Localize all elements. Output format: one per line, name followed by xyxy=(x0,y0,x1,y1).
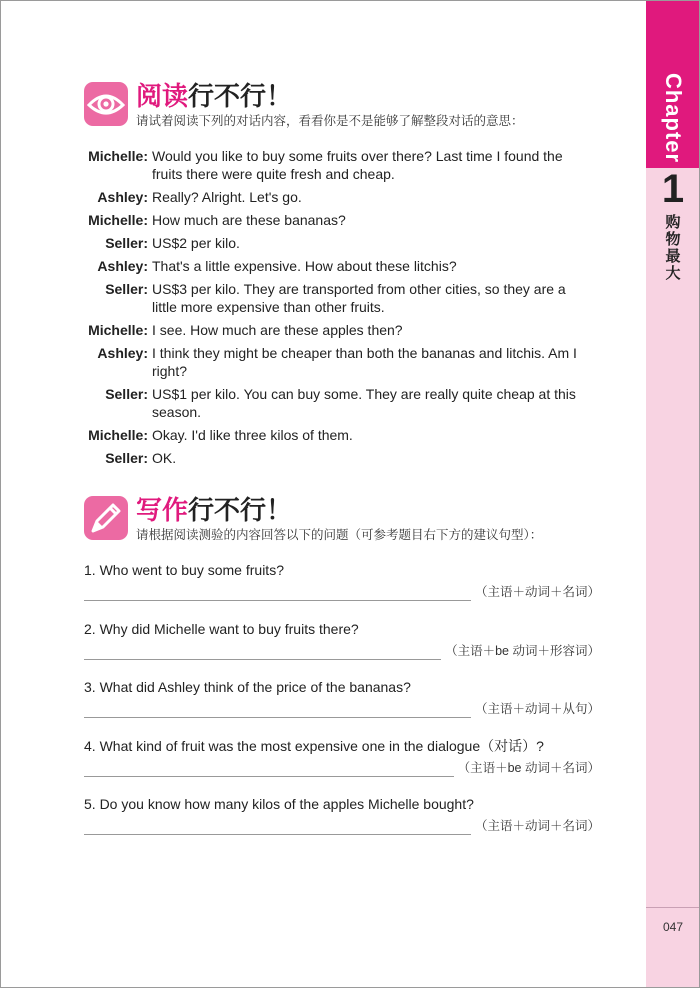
chapter-title-char: 最 xyxy=(665,248,681,265)
writing-title-accent: 写作 xyxy=(136,495,189,525)
question-item xyxy=(84,678,600,737)
answer-row xyxy=(84,759,600,777)
speaker: Seller: xyxy=(105,281,148,297)
utterance: Really? Alright. Let's go. xyxy=(152,189,302,205)
sentence-pattern-hint: （主语＋动词＋名词） xyxy=(474,819,600,833)
chapter-number: 1 xyxy=(661,167,685,211)
utterance: Okay. I'd like three kilos of them. xyxy=(152,427,353,443)
speaker: Ashley: xyxy=(97,258,148,274)
answer-line[interactable] xyxy=(84,643,441,660)
question-text: 4. What kind of fruit was the most expensive one in the dialogue（对话）? xyxy=(84,737,544,754)
speaker: Michelle: xyxy=(88,322,148,338)
writing-title-rest: 行不行！ xyxy=(188,495,293,525)
sentence-pattern-hint: （主语＋be 动词＋形容词） xyxy=(445,643,600,658)
question-text: 1. Who went to buy some fruits? xyxy=(84,562,284,578)
answer-line[interactable] xyxy=(84,818,471,835)
dialogue-line xyxy=(84,147,592,183)
reading-title-accent: 阅读 xyxy=(136,81,189,111)
speaker: Michelle: xyxy=(88,212,148,228)
utterance: US$2 per kilo. xyxy=(152,235,240,251)
dialogue-line xyxy=(84,280,592,316)
sentence-pattern-hint: （主语＋动词＋名词） xyxy=(474,585,600,599)
pen-icon xyxy=(84,496,128,540)
chapter-label: Chapter xyxy=(661,72,686,164)
question-item xyxy=(84,795,600,854)
utterance: How much are these bananas? xyxy=(152,212,346,228)
reading-title-rest: 行不行！ xyxy=(188,81,293,111)
writing-title xyxy=(136,494,292,526)
chapter-title xyxy=(646,214,700,282)
side-divider xyxy=(646,907,700,908)
answer-row xyxy=(84,700,600,718)
dialogue-line xyxy=(84,257,592,275)
speaker: Michelle: xyxy=(88,427,148,443)
answer-row xyxy=(84,583,600,601)
dialogue-line xyxy=(84,211,592,229)
utterance: Would you like to buy some fruits over there? Last time I found the fruits there were quite fresh and cheap. xyxy=(152,148,563,182)
question-item xyxy=(84,620,600,679)
speaker: Seller: xyxy=(105,450,148,466)
speaker: Ashley: xyxy=(97,345,148,361)
answer-row xyxy=(84,817,600,835)
speaker: Michelle: xyxy=(88,148,148,164)
dialogue-line xyxy=(84,234,592,252)
chapter-title-char: 物 xyxy=(665,231,681,248)
dialogue xyxy=(84,147,592,472)
reading-instructions: 请试着阅读下列的对话内容，看看你是不是能够了解整段对话的意思： xyxy=(136,114,524,128)
utterance: US$3 per kilo. They are transported from other cities, so they are a little more expensive than other fruits. xyxy=(152,281,566,315)
utterance: I think they might be cheaper than both the bananas and litchis. Am I right? xyxy=(152,345,577,379)
question-text: 3. What did Ashley think of the price of the bananas? xyxy=(84,679,411,695)
sentence-pattern-hint: （主语＋be 动词＋名词） xyxy=(457,760,600,775)
answer-line[interactable] xyxy=(84,701,471,718)
question-item xyxy=(84,737,600,796)
utterance: I see. How much are these apples then? xyxy=(152,322,403,338)
speaker: Seller: xyxy=(105,386,148,402)
question-text: 2. Why did Michelle want to buy fruits there? xyxy=(84,620,359,637)
utterance: That's a little expensive. How about these litchis? xyxy=(152,258,457,274)
utterance: US$1 per kilo. You can buy some. They are really quite cheap at this season. xyxy=(152,386,576,420)
utterance: OK. xyxy=(152,450,177,466)
dialogue-line xyxy=(84,426,592,444)
question-list xyxy=(84,561,600,854)
question-text: 5. Do you know how many kilos of the apples Michelle bought? xyxy=(84,796,474,812)
answer-row xyxy=(84,642,600,660)
dialogue-line xyxy=(84,321,592,339)
dialogue-line xyxy=(84,344,592,380)
dialogue-line xyxy=(84,188,592,206)
answer-line[interactable] xyxy=(84,584,471,601)
answer-line[interactable] xyxy=(84,760,454,777)
question-item xyxy=(84,561,600,620)
eye-icon xyxy=(84,82,128,126)
reading-title xyxy=(136,80,292,112)
speaker: Ashley: xyxy=(97,189,148,205)
dialogue-line xyxy=(84,385,592,421)
page-number: 047 xyxy=(662,920,684,934)
writing-instructions: 请根据阅读测验的内容回答以下的问题（可参考题目右下方的建议句型）： xyxy=(136,528,543,542)
speaker: Seller: xyxy=(105,235,148,251)
sentence-pattern-hint: （主语＋动词＋从句） xyxy=(474,702,600,716)
chapter-title-char: 大 xyxy=(665,265,681,282)
dialogue-line xyxy=(84,449,592,467)
chapter-title-char: 购 xyxy=(665,214,681,231)
